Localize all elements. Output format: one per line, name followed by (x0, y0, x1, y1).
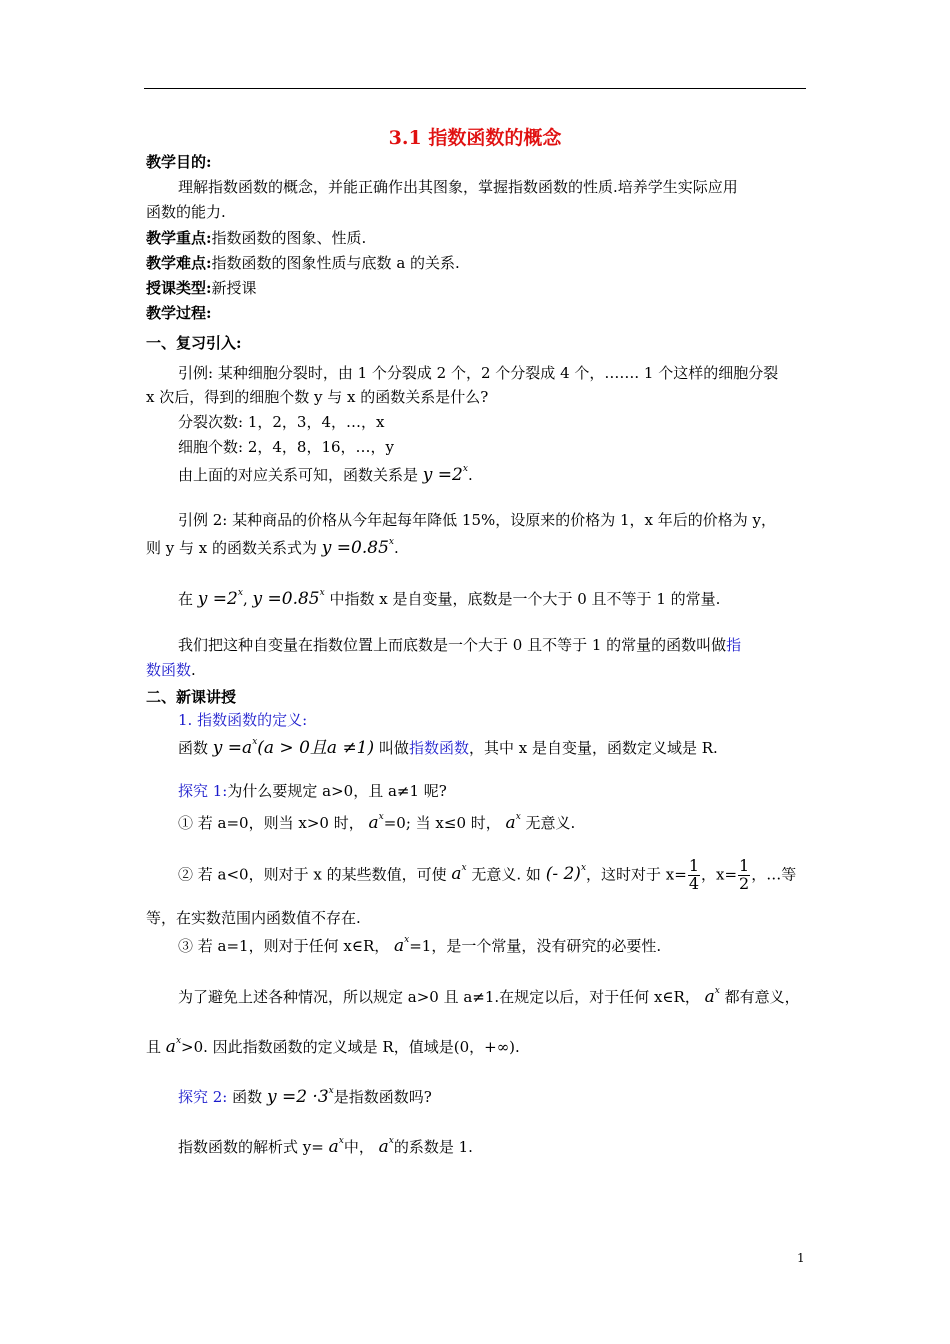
difficult-point: 教学难点:指数函数的图象性质与底数 a 的关系. (146, 254, 460, 272)
formula-y-085x: $y =0.85^x$ (321, 537, 394, 558)
formula-y-2x: $y =2^x$ (422, 464, 468, 485)
goal-text-2: 函数的能力. (146, 203, 226, 221)
definition-line1: 我们把这种自变量在指数位置上而底数是一个大于 0 且不等于 1 的常量的函数叫做指 (178, 636, 742, 654)
lesson-type: 授课类型:新授课 (146, 279, 257, 297)
relation-line: 由上面的对应关系可知，函数关系是 $y =2^x$. (178, 464, 473, 485)
example2-line1: 引例 2: 某种商品的价格从今年起每年降低 15%，设原来的价格为 1，x 年后的价格为 y， (178, 511, 777, 529)
page-title: 3.1 指数函数的概念 (388, 127, 562, 149)
division-count: 分裂次数: 1，2，3，4，…，x (178, 413, 385, 431)
example1-line2: x 次后，得到的细胞个数 y 与 x 的函数关系是什么? (146, 388, 489, 406)
case1: ① 若 a=0，则当 x>0 时， $a^x=0$; 当 x≤0 时， $a^x$ 无意义. (178, 812, 576, 833)
formula-y-2-3x: $y =2 \cdot 3^x$ (266, 1086, 334, 1107)
section2-title: 二、新课讲授 (146, 688, 237, 706)
section1-title: 一、复习引入: (146, 334, 242, 352)
goal-label: 教学目的: (146, 153, 212, 171)
key-point: 教学重点:指数函数的图象、性质. (146, 229, 367, 247)
explore2: 探究 2: 函数 $y =2 \cdot 3^x$是指数函数吗? (178, 1086, 432, 1107)
header-rule (144, 88, 806, 89)
case2-cont: 等，在实数范围内函数值不存在. (146, 909, 361, 927)
function-definition: 函数 $y =a^x(a > 0$且a ≠1) 叫做指数函数，其中 x 是自变量，函数定义域是 R. (178, 737, 718, 758)
explore1: 探究 1:为什么要规定 a>0，且 a≠1 呢? (178, 782, 447, 800)
case2: ② 若 a<0，则对于 x 的某些数值，可使 $a^x$ 无意义. 如 (- 2)$^x$，这时对于 x= $\frac{1}{4}$ ，x= $\frac{1}{2}$ ，…等 (178, 856, 797, 893)
process-label: 教学过程: (146, 304, 212, 322)
fraction-one-half: $\frac{1}{2}$ (739, 856, 750, 893)
formula-y-ax: $y =a^x(a > 0$且a ≠1) (212, 737, 375, 758)
case3: ③ 若 a=1，则对于任何 x∈R， $a^x=1$，是一个常量，没有研究的必要性. (178, 935, 662, 956)
coefficient-note: 指数函数的解析式 $y= a^x$中， $a^x$的系数是 1. (178, 1136, 473, 1157)
definition-subtitle: 1. 指数函数的定义: (178, 711, 308, 729)
example2-line2: 则 y 与 x 的函数关系式为 $y =0.85^x$. (146, 537, 399, 558)
exponent-note: 在 $y =2^x$, $y =0.85^x$ 中指数 x 是自变量，底数是一个大于 0 且不等于 1 的常量. (178, 588, 721, 609)
goal-text-1: 理解指数函数的概念，并能正确作出其图象，掌握指数函数的性质.培养学生实际应用 (178, 178, 738, 196)
range-line: 且 $a^x>0$. 因此指数函数的定义域是 R，值域是(0，+∞). (146, 1036, 520, 1057)
page-number: 1 (797, 1251, 805, 1265)
example1-line1: 引例: 某种细胞分裂时，由 1 个分裂成 2 个，2 个分裂成 4 个，……. 1 个这样的细胞分裂 (178, 364, 779, 382)
fraction-one-quarter: $\frac{1}{4}$ (688, 856, 699, 893)
cell-count: 细胞个数: 2，4，8，16，…，y (178, 438, 395, 456)
definition-line2: 数函数. (146, 661, 196, 679)
avoid-line: 为了避免上述各种情况，所以规定 a>0 且 a≠1.在规定以后，对于任何 x∈R， $a^x$ 都有意义， (178, 986, 800, 1007)
